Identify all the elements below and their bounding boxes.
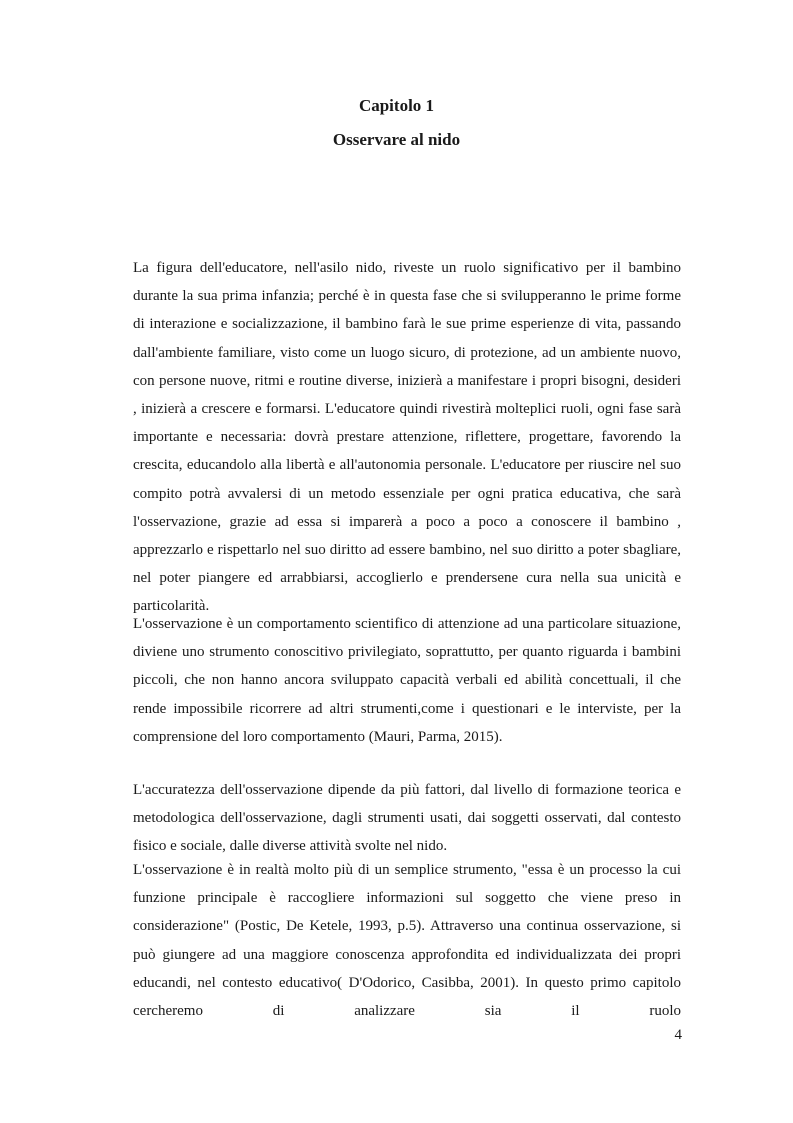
- paragraph: [133, 610, 681, 751]
- paragraph-text: La figura dell'educatore, nell'asilo nido, riveste un ruolo significativo per il bambino durante la sua prima infanzia; perché è in questa fase che si svilupperanno le prime forme di interazione e socializzazione, il bambino farà le sue prime esperienze di vita, passando dall'ambiente familiare, visto come un luogo sicuro, di protezione, ad un ambiente nuovo, con persone nuove, ritmi e routine diverse, inizierà a manifestare i propri bisogni, desideri , inizierà a crescere e formarsi. L'educatore quindi rivestirà molteplici ruoli, ogni fase sarà importante e necessaria: dovrà prestare attenzione, riflettere, progettare, favorendo la crescita, educandolo alla libertà e all'autonomia personale. L'educatore per riuscire nel suo compito potrà avvalersi di un metodo essenziale per ogni pratica educativa, che sarà l'osservazione, grazie ad essa si imparerà a poco a poco a conoscere il bambino , apprezzarlo e rispettarlo nel suo diritto ad essere bambino, nel suo diritto a poter sbagliare, nel poter piangere ed arrabbiarsi, accoglierlo e prendersene cura nella sua unicità e particolarità.: [133, 260, 681, 615]
- paragraph-text: L'osservazione è in realtà molto più di un semplice strumento, "essa è un processo la cui funzione principale è raccogliere informazioni sul soggetto che viene preso in considerazione" (Postic, De Ketele, 1993, p.5). Attraverso una continua osservazione, si può giungere ad una maggiore conoscenza approfondita ed individualizzata dei propri educandi, nel contesto educativo( D'Odorico, Casibba, 2001). In questo primo capitolo cercheremo di analizzare sia il ruolo: [133, 862, 681, 1020]
- chapter-title: Osservare al nido: [332, 130, 461, 149]
- page-number: 4: [674, 1027, 682, 1043]
- paragraph: [133, 254, 681, 621]
- paragraph: [133, 776, 681, 861]
- paragraph-text: L'osservazione è un comportamento scientifico di attenzione ad una particolare situazione, diviene uno strumento conoscitivo privilegiato, soprattutto, per quanto riguarda i bambini piccoli, che non hanno ancora sviluppato capacità verbali ed abilità concettuali, il che rende impossibile ricorrere ad altri strumenti,come i questionari e le interviste, per la comprensione del loro comportamento (Mauri, Parma, 2015).: [133, 616, 681, 745]
- paragraph-text: L'accuratezza dell'osservazione dipende da più fattori, dal livello di formazione teorica e metodologica dell'osservazione, dagli strumenti usati, dai soggetti osservati, dal contesto fisico e sociale, dalle diverse attività svolte nel nido.: [133, 782, 681, 855]
- chapter-number: Capitolo 1: [358, 96, 435, 115]
- paragraph: [133, 856, 681, 1025]
